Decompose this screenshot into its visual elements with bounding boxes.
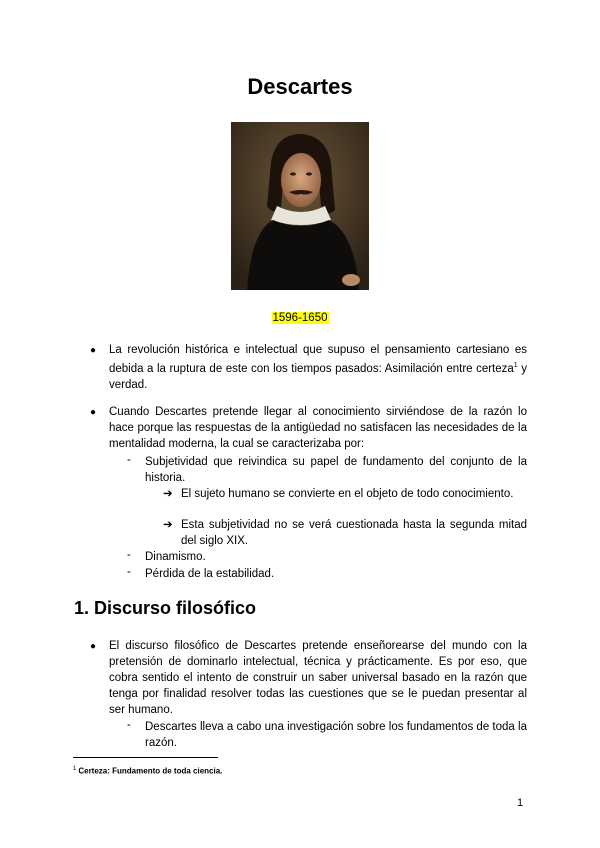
dash-marker: -: [127, 566, 131, 578]
footnote-text: Certeza: Fundamento de toda ciencia.: [78, 766, 223, 776]
descartes-portrait: [231, 122, 369, 290]
paragraph-discurso: El discurso filosófico de Descartes pretende enseñorearse del mundo con la pretensión de dominarlo intelectual, técnica y prácticamente. Es por eso, que cobra sentido el intento de construir un saber universal basado en la razón que tenga por finalidad resolver todas las cuestiones que se le puedan presentar al ser humano.: [109, 640, 527, 716]
bullet-marker: ●: [90, 407, 97, 418]
bullet-marker: ●: [90, 345, 97, 356]
paragraph-revolucion: [109, 342, 527, 393]
sub-item-investigacion: Descartes lleva a cabo una investigación sobre los fundamentos de toda la razón.: [145, 721, 527, 749]
arrow-marker: ➔: [163, 488, 173, 500]
arrow-item-sujeto: El sujeto humano se convierte en el objeto de todo conocimiento.: [181, 488, 514, 500]
bullet-marker: ●: [90, 641, 97, 652]
paragraph-conocimiento: Cuando Descartes pretende llegar al conocimiento sirviéndose de la razón lo hace porque las respuestas de la antigüedad no satisfacen las necesidades de la mentalidad moderna, la cual se caracterizaba por:: [109, 406, 527, 450]
paragraph-revolucion-end: y verdad.: [109, 362, 527, 391]
section-heading: 1. Discurso filosófico: [74, 598, 257, 618]
footnote-divider: [73, 757, 218, 758]
sub-item-subjetividad: Subjetividad que reivindica su papel de fundamento del conjunto de la historia.: [145, 456, 527, 484]
document-title: Descartes: [247, 74, 353, 99]
arrow-marker: ➔: [163, 519, 173, 531]
footnote: [73, 766, 222, 776]
footnote-mark: 1: [73, 766, 77, 772]
page-number: 1: [517, 797, 524, 809]
paragraph-revolucion-text: La revolución histórica e intelectual que supuso el pensamiento cartesiano es debida a la ruptura de este con los tiempos pasados: Asimilación entre certeza: [109, 344, 527, 375]
dash-marker: -: [127, 549, 131, 561]
years-highlight: 1596-1650: [272, 312, 328, 324]
sub-item-dinamismo: Dinamismo.: [145, 551, 206, 563]
sub-item-estabilidad: Pérdida de la estabilidad.: [145, 568, 275, 580]
arrow-item-cuestionada: Esta subjetividad no se verá cuestionada hasta la segunda mitad del siglo XIX.: [181, 519, 527, 547]
dash-marker: -: [127, 454, 131, 466]
footnote-ref: 1: [513, 362, 518, 369]
dash-marker: -: [127, 719, 131, 731]
years-caption: [0, 312, 600, 324]
